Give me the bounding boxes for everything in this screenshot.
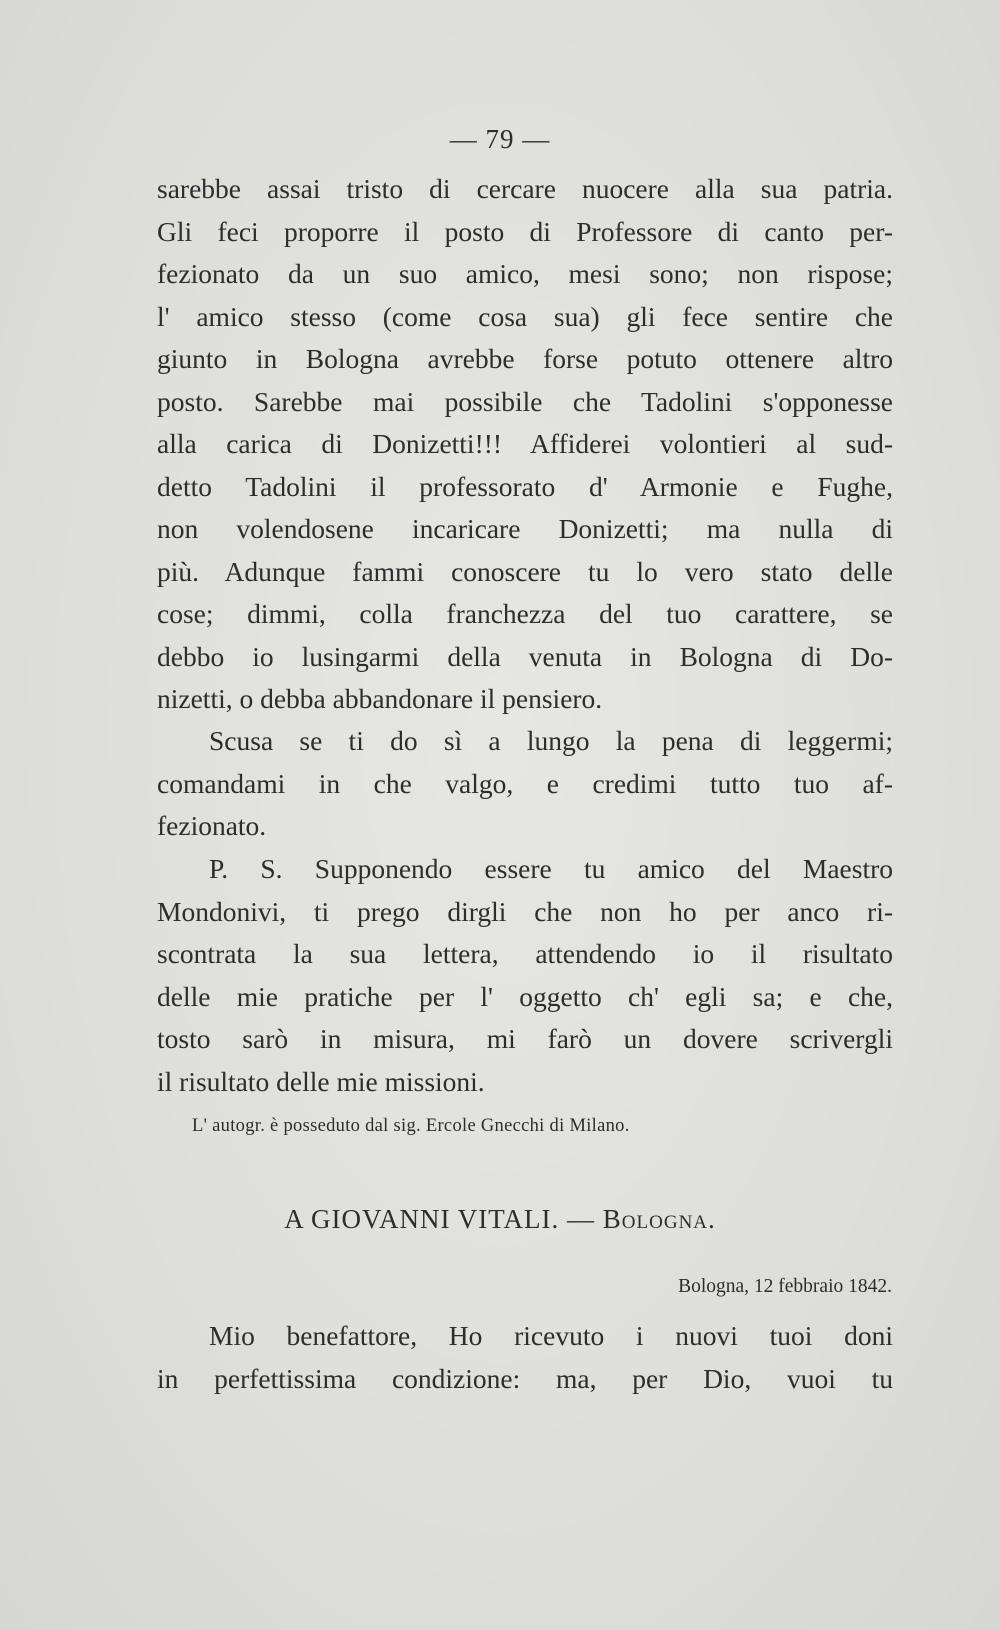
heading-recipient: A GIOVANNI VITALI. —: [284, 1204, 603, 1234]
text-line: Mondonivi, ti prego dirgli che non ho per anco ri-: [157, 895, 893, 927]
text-line: detto Tadolini il professorato d' Armonie e Fughe,: [157, 470, 893, 502]
page-number: — 79 —: [449, 124, 551, 154]
text-line: debbo io lusingarmi della venuta in Bologna di Do-: [157, 640, 893, 672]
text-line: nizetti, o debba abbandonare il pensiero.: [157, 683, 603, 714]
text-line: posto. Sarebbe mai possibile che Tadolini s'opponesse: [157, 385, 893, 417]
text-line: Mio benefattore, Ho ricevuto i nuovi tuoi doni: [209, 1320, 893, 1351]
text-line: P. S. Supponendo essere tu amico del Maestro: [209, 853, 893, 884]
text-line: comandami in che valgo, e credimi tutto tuo af-: [157, 767, 893, 799]
paragraph-closing: [157, 720, 893, 848]
text-line: scontrata la sua lettera, attendendo io il risultato: [157, 938, 893, 969]
text-line: in perfettissima condizione: ma, per Dio, vuoi tu: [157, 1362, 893, 1394]
text-line: il risultato delle mie missioni.: [157, 1065, 485, 1097]
text-line: fezionato.: [157, 810, 267, 841]
text-line: Gli feci proporre il posto di Professore di canto per-: [157, 215, 893, 247]
paragraph-postscript: [157, 848, 893, 1103]
text-line: l' amico stesso (come cosa sua) gli fece sentire che: [157, 300, 893, 332]
text-line: Scusa se ti do sì a lungo la pena di leggermi;: [209, 725, 893, 756]
text-line: tosto sarò in misura, mi farò un dovere scrivergli: [157, 1023, 893, 1054]
text-line: cose; dimmi, colla franchezza del tuo carattere, se: [157, 598, 893, 629]
letter-heading: [0, 1204, 1000, 1235]
source-note: L' autogr. è posseduto dal sig. Ercole Gnecchi di Milano.: [192, 1116, 630, 1136]
paragraph-new-letter: [157, 1315, 893, 1400]
text-line: non volendosene incaricare Donizetti; ma nulla di: [157, 513, 893, 544]
paragraph-letter-body: [157, 168, 893, 721]
dateline: Bologna, 12 febbraio 1842.: [678, 1276, 892, 1297]
text-line: giunto in Bologna avrebbe forse potuto ottenere altro: [157, 343, 893, 374]
text-line: alla carica di Donizetti!!! Affiderei volontieri al sud-: [157, 428, 893, 459]
text-line: fezionato da un suo amico, mesi sono; non rispose;: [157, 258, 893, 289]
text-line: sarebbe assai tristo di cercare nuocere alla sua patria.: [157, 173, 893, 204]
heading-city: Bologna.: [602, 1204, 716, 1234]
text-line: delle mie pratiche per l' oggetto ch' egli sa; e che,: [157, 980, 893, 1012]
text-line: più. Adunque fammi conoscere tu lo vero stato delle: [157, 555, 893, 587]
